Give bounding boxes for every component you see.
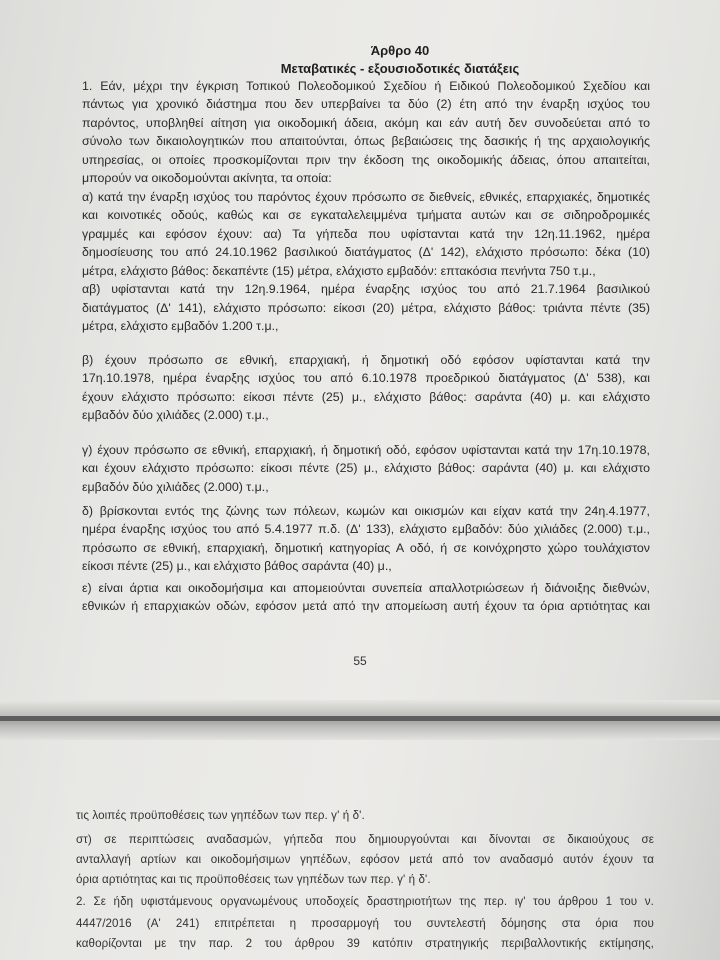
text-line: δημοσίευσης του από 24.10.1962 βασιλικού διατάγματος (Δ' 142), ελάχιστο πρόσωπο: δέκα (10) bbox=[82, 245, 650, 259]
text-line: τις λοιπές προϋποθέσεις των γηπέδων των περ. γ' ή δ'. bbox=[76, 809, 365, 822]
text-line: και κοινοτικές οδούς, καθώς και σε εγκαταλελειμμένα τμήματα αυτών και σε σιδηροδρομικές bbox=[82, 208, 650, 222]
document-page-56 bbox=[0, 740, 720, 960]
text-line: 4447/2016 (Α' 241) επιτρέπεται η προσαρμογή του συντελεστή δόμησης στα όρια που bbox=[76, 917, 654, 930]
text-line: 1. Εάν, μέχρι την έγκριση Τοπικού Πολεοδομικού Σχεδίου ή Ειδικού Πολεοδομικού Σχεδίου και bbox=[82, 79, 650, 93]
text-line: ημέρα έναρξης ισχύος του από 5.4.1977 π.δ. (Δ' 133), ελάχιστο εμβαδόν: δύο χιλιάδες (2.000) τ.μ., bbox=[82, 522, 650, 536]
text-line: 2. Σε ήδη υφιστάμενους οργανωμένους υποδοχείς δραστηριοτήτων της περ. ιγ' του άρθρου 1 του ν. bbox=[76, 895, 654, 908]
text-line: διατάγματος (Δ' 141), ελάχιστο πρόσωπο: είκοσι (20) μέτρα, ελάχιστο βάθος: τριάντα πέντε (35) bbox=[82, 301, 650, 315]
text-line: πρόσωπο σε εθνική, επαρχιακή, δημοτική κατηγορίας Α οδό, ή σε κοινόχρηστο χώρο τουλάχιστον bbox=[82, 541, 650, 555]
text-line: όρια αρτιότητας και τις προϋποθέσεις των γηπέδων των περ. γ' ή δ'. bbox=[76, 873, 431, 886]
text-line: πάντως για χρονικό διάστημα που δεν υπερβαίνει τα δύο (2) έτη από την έναρξη ισχύος του bbox=[82, 97, 650, 111]
text-line: μέτρα, ελάχιστο βάθος: δεκαπέντε (15) μέτρα, ελάχιστο εμβαδόν: επτακόσια πενήντα 750 τ.μ., bbox=[82, 264, 596, 278]
text-line: εθνικών ή επαρχιακών οδών, εφόσον μετά από την απομείωση αυτή έχουν τα όρια αρτιότητας και bbox=[82, 599, 650, 613]
text-line: μέτρα, ελάχιστο εμβαδόν 1.200 τ.μ., bbox=[82, 319, 279, 333]
text-line: ε) είναι άρτια και οικοδομήσιμα και απομειούνται συνεπεία απαλλοτριώσεων ή διάνοιξης διεθνών, bbox=[82, 581, 650, 595]
text-line: και έχουν ελάχιστο πρόσωπο: είκοσι πέντε (25) μ., ελάχιστο βάθος: σαράντα (40) μ. και ελάχιστο bbox=[82, 461, 650, 475]
text-line: είκοσι πέντε (25) μ., και ελάχιστο βάθος σαράντα (40) μ., bbox=[82, 559, 392, 573]
text-line: γ) έχουν πρόσωπο σε εθνική, επαρχιακή, ή δημοτική οδό, εφόσον υφίστανται κατά την 17η.10.1978, bbox=[82, 443, 650, 457]
text-line: καθορίζονται με την παρ. 2 του άρθρου 39 κατόπιν στρατηγικής περιβαλλοντικής εκτίμησης, bbox=[76, 937, 654, 950]
page-break-divider bbox=[0, 716, 720, 721]
text-line: παρόντος, υποβληθεί αίτηση για οικοδομική άδεια, ακόμη και εάν αυτή δεν συνοδεύεται από το bbox=[82, 116, 650, 130]
text-line: εμβαδόν δύο χιλιάδες (2.000) τ.μ., bbox=[82, 408, 269, 422]
text-line: γραμμές και εφόσον έχουν: αα) Τα γήπεδα που υφίστανται κατά την 12η.11.1962, ημέρα bbox=[82, 227, 650, 241]
text-line: 17η.10.1978, ημέρα έναρξης ισχύος του από 6.10.1978 προεδρικού διατάγματος (Δ' 538), και bbox=[82, 371, 650, 385]
text-line: δ) βρίσκονται εντός της ζώνης των πόλεων, κωμών και οικισμών και είχαν κατά την 24η.4.1977, bbox=[82, 504, 650, 518]
page-number: 55 bbox=[353, 654, 367, 668]
text-line: α) κατά την έναρξη ισχύος του παρόντος έχουν πρόσωπο σε διεθνείς, εθνικές, επαρχιακές, δημοτικές bbox=[82, 190, 650, 204]
text-line: β) έχουν πρόσωπο σε εθνική, επαρχιακή, ή δημοτική οδό εφόσον υφίστανται κατά την bbox=[82, 353, 650, 367]
text-line: στ) σε περιπτώσεις αναδασμών, γήπεδα που δημιουργούνται και δίνονται σε δικαιούχους σε bbox=[76, 833, 654, 846]
article-subtitle: Μεταβατικές - εξουσιοδοτικές διατάξεις bbox=[280, 61, 520, 76]
text-line: έχουν ελάχιστο πρόσωπο: είκοσι πέντε (25) μ., ελάχιστο βάθος: σαράντα (40) μ. και ελάχιστο bbox=[82, 390, 650, 404]
text-line: ανταλλαγή αρτίων και οικοδομήσιμων γηπέδων, εφόσον μετά από τον αναδασμό αυτόν έχουν τα bbox=[76, 853, 654, 866]
text-line: σύνολο των δικαιολογητικών που απαιτούνται, όπως βεβαιώσεις της δασικής ή της αρχαιολογικής bbox=[82, 134, 650, 148]
text-line: αβ) υφίστανται κατά την 12η.9.1964, ημέρα έναρξης ισχύος του από 21.7.1964 βασιλικού bbox=[82, 282, 650, 296]
article-title: Άρθρο 40 bbox=[370, 43, 430, 58]
text-line: υπηρεσίας, οι οποίες προσκομίζονται πριν την έκδοση της οικοδομικής άδειας, όπου απαιτείται, bbox=[82, 153, 650, 167]
text-line: μπορούν να οικοδομούνται ακίνητα, τα οποία: bbox=[82, 171, 332, 185]
text-line: εμβαδόν δύο χιλιάδες (2.000) τ.μ., bbox=[82, 480, 269, 494]
